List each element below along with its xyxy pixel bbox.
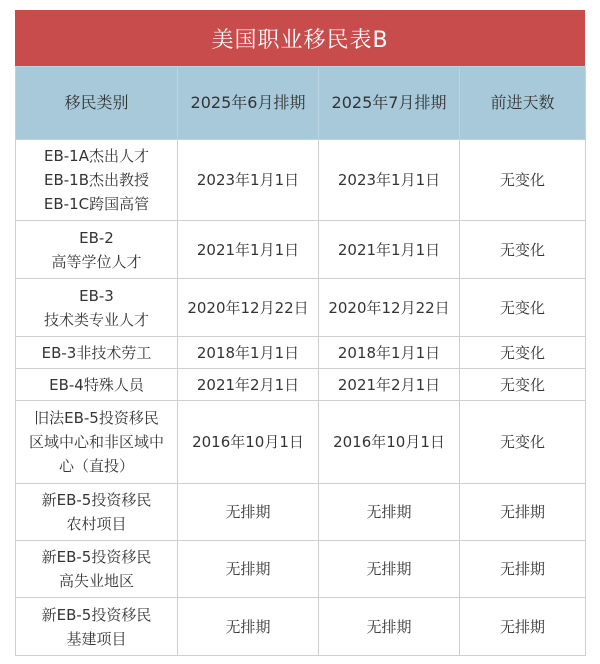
header-july: 2025年7月排期 xyxy=(319,67,460,140)
header-change: 前进天数 xyxy=(460,67,586,140)
header-row xyxy=(16,67,586,140)
category-line: 新EB-5投资移民 xyxy=(41,605,152,624)
category-cell xyxy=(16,598,178,656)
june-cell: 无排期 xyxy=(178,541,319,598)
category-line: 农村项目 xyxy=(66,515,127,533)
table-row xyxy=(16,221,586,279)
july-cell: 2018年1月1日 xyxy=(319,337,460,369)
change-cell: 无变化 xyxy=(460,140,586,221)
july-cell: 2023年1月1日 xyxy=(319,140,460,221)
july-cell: 2021年1月1日 xyxy=(319,221,460,279)
category-line: 新EB-5投资移民 xyxy=(41,491,152,509)
july-cell: 2020年12月22日 xyxy=(319,279,460,337)
june-cell: 2018年1月1日 xyxy=(178,337,319,369)
category-line: 心（直投） xyxy=(58,457,134,475)
category-line: 新EB-5投资移民 xyxy=(41,548,152,566)
july-cell: 2021年2月1日 xyxy=(319,369,460,401)
category-cell xyxy=(16,401,178,484)
category-line: EB-3非技术劳工 xyxy=(41,343,152,362)
category-line: EB-1A杰出人才 xyxy=(44,147,149,165)
category-cell xyxy=(16,484,178,541)
category-line: 技术类专业人才 xyxy=(43,310,149,329)
change-cell: 无变化 xyxy=(460,369,586,401)
header-category: 移民类别 xyxy=(16,67,178,140)
category-line: EB-4特殊人员 xyxy=(49,375,144,394)
table-row xyxy=(16,484,586,541)
june-cell: 2021年2月1日 xyxy=(178,369,319,401)
category-cell xyxy=(16,140,178,221)
header-june: 2025年6月排期 xyxy=(178,67,319,140)
category-cell xyxy=(16,279,178,337)
change-cell: 无排期 xyxy=(460,484,586,541)
change-cell: 无变化 xyxy=(460,221,586,279)
category-line: 高失业地区 xyxy=(58,572,134,590)
june-cell: 2020年12月22日 xyxy=(178,279,319,337)
category-line: EB-2 xyxy=(79,228,114,247)
table-row xyxy=(16,337,586,369)
change-cell: 无排期 xyxy=(460,541,586,598)
table-row xyxy=(16,598,586,656)
change-cell: 无变化 xyxy=(460,337,586,369)
category-line: 旧法EB-5投资移民 xyxy=(34,409,159,427)
change-cell: 无排期 xyxy=(460,598,586,656)
june-cell: 无排期 xyxy=(178,598,319,656)
category-line: EB-1C跨国高管 xyxy=(43,195,150,213)
change-cell: 无变化 xyxy=(460,279,586,337)
table-title: 美国职业移民表B xyxy=(15,10,585,66)
change-cell: 无变化 xyxy=(460,401,586,484)
table-row xyxy=(16,140,586,221)
category-cell xyxy=(16,337,178,369)
july-cell: 无排期 xyxy=(319,484,460,541)
table-row xyxy=(16,541,586,598)
table-row xyxy=(16,401,586,484)
june-cell: 2016年10月1日 xyxy=(178,401,319,484)
july-cell: 无排期 xyxy=(319,541,460,598)
july-cell: 无排期 xyxy=(319,598,460,656)
category-line: EB-1B杰出教授 xyxy=(43,171,149,189)
visa-bulletin-table xyxy=(15,66,586,656)
july-cell: 2016年10月1日 xyxy=(319,401,460,484)
june-cell: 2023年1月1日 xyxy=(178,140,319,221)
table-row xyxy=(16,279,586,337)
category-cell xyxy=(16,221,178,279)
category-cell xyxy=(16,369,178,401)
june-cell: 2021年1月1日 xyxy=(178,221,319,279)
table-row xyxy=(16,369,586,401)
category-line: 基建项目 xyxy=(66,629,127,648)
june-cell: 无排期 xyxy=(178,484,319,541)
category-line: EB-3 xyxy=(79,286,114,305)
category-line: 区域中心和非区域中 xyxy=(28,433,164,451)
category-line: 高等学位人才 xyxy=(51,252,142,271)
category-cell xyxy=(16,541,178,598)
